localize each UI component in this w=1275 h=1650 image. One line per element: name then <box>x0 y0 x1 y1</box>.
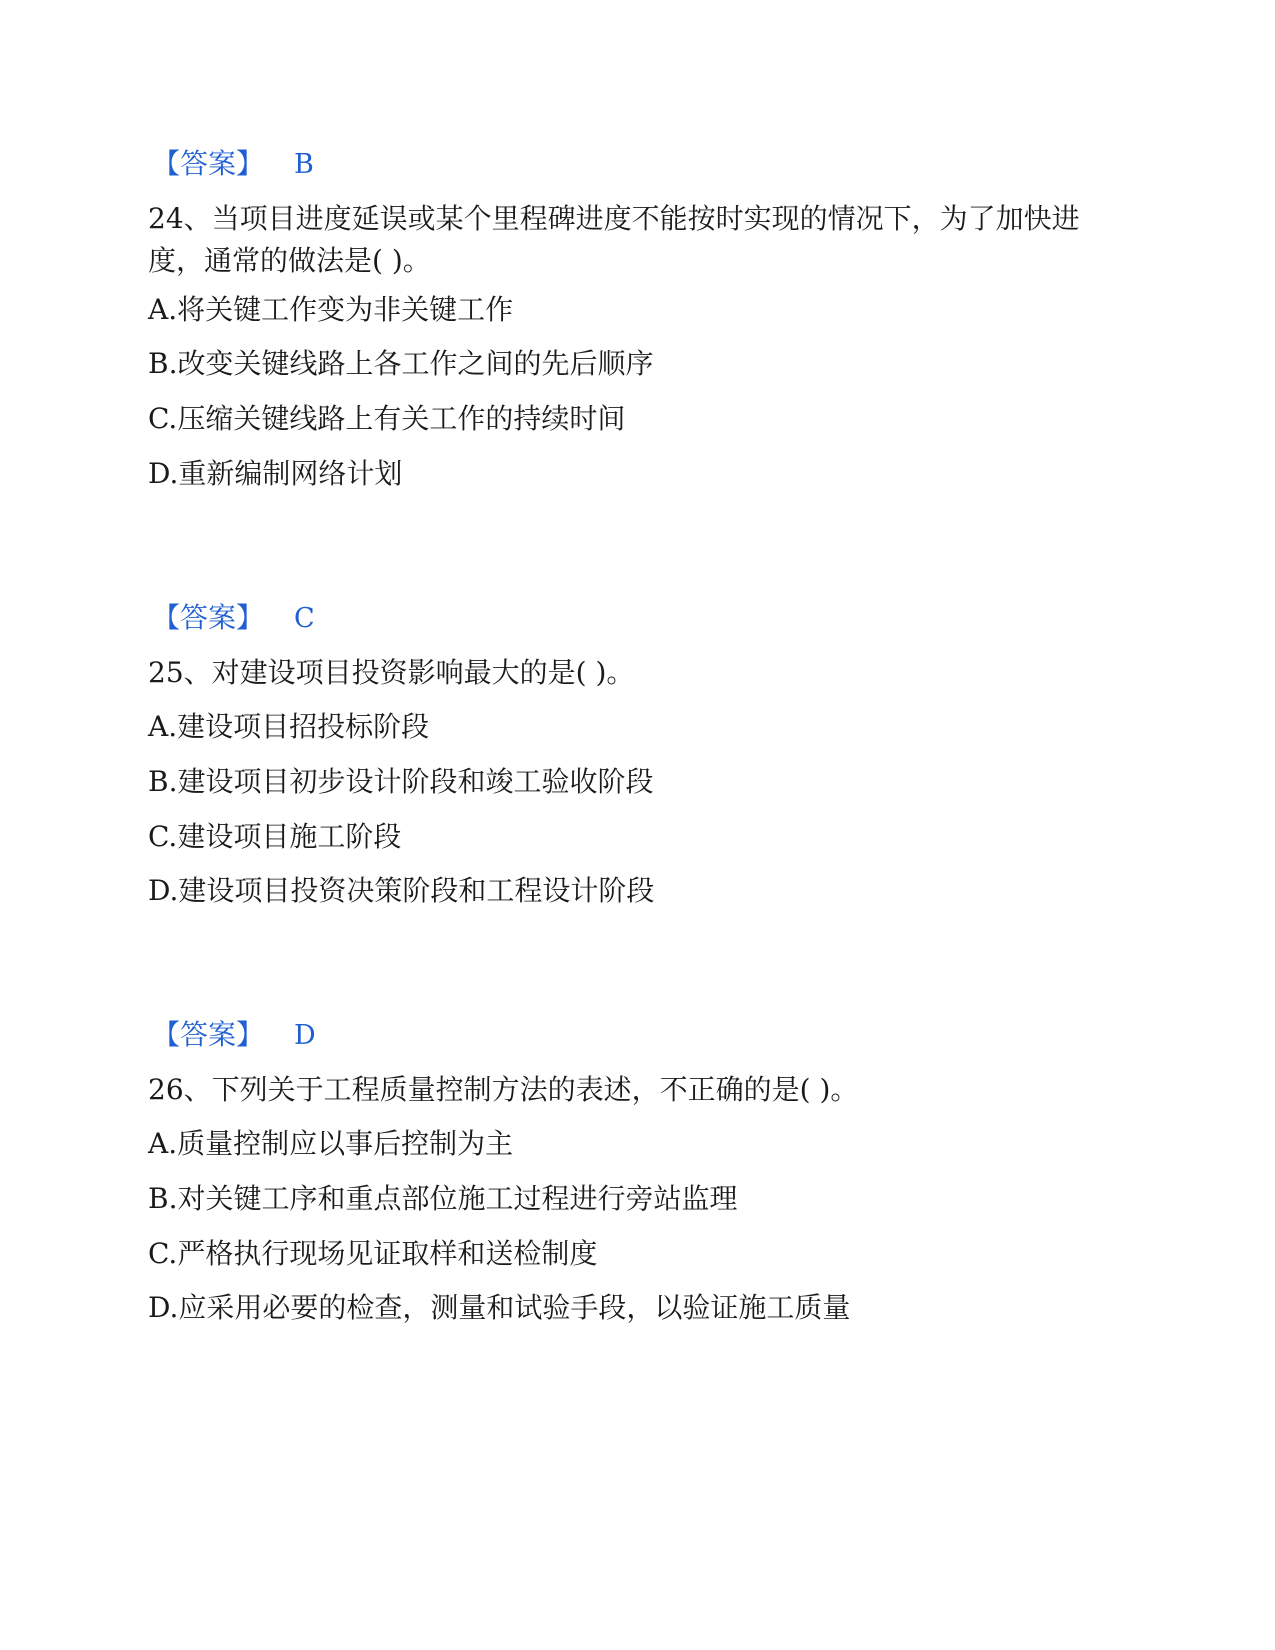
option-d: D.重新编制网络计划 <box>148 457 403 490</box>
question-text: 25、对建设项目投资影响最大的是( )。 <box>148 656 635 689</box>
option-d: D.建设项目投资决策阶段和工程设计阶段 <box>148 874 655 907</box>
option-a: A.将关键工作变为非关键工作 <box>148 293 514 326</box>
option-b: B.对关键工序和重点部位施工过程进行旁站监理 <box>148 1182 738 1215</box>
answer-line <box>152 144 314 184</box>
option-a: A.建设项目招投标阶段 <box>148 710 430 743</box>
answer-tag: 【答案】 <box>152 601 265 634</box>
answer-line <box>152 1015 316 1055</box>
answer-value: D <box>294 1020 316 1051</box>
option-b: B.建设项目初步设计阶段和竣工验收阶段 <box>148 765 654 798</box>
option-a: A.质量控制应以事后控制为主 <box>148 1127 514 1160</box>
option-c: C.建设项目施工阶段 <box>148 820 402 853</box>
answer-tag: 【答案】 <box>152 1018 265 1051</box>
option-d: D.应采用必要的检查，测量和试验手段，以验证施工质量 <box>148 1291 851 1324</box>
option-c: C.压缩关键线路上有关工作的持续时间 <box>148 402 626 435</box>
answer-value: C <box>294 603 315 634</box>
answer-tag: 【答案】 <box>152 147 265 180</box>
option-c: C.严格执行现场见证取样和送检制度 <box>148 1237 598 1270</box>
answer-line <box>152 598 315 638</box>
question-text: 26、下列关于工程质量控制方法的表述，不正确的是( )。 <box>148 1073 859 1106</box>
option-b: B.改变关键线路上各工作之间的先后顺序 <box>148 347 654 380</box>
question-text: 24、当项目进度延误或某个里程碑进度不能按时实现的情况下，为了加快进度，通常的做法是( )。 <box>148 202 1080 277</box>
answer-value: B <box>294 149 314 180</box>
